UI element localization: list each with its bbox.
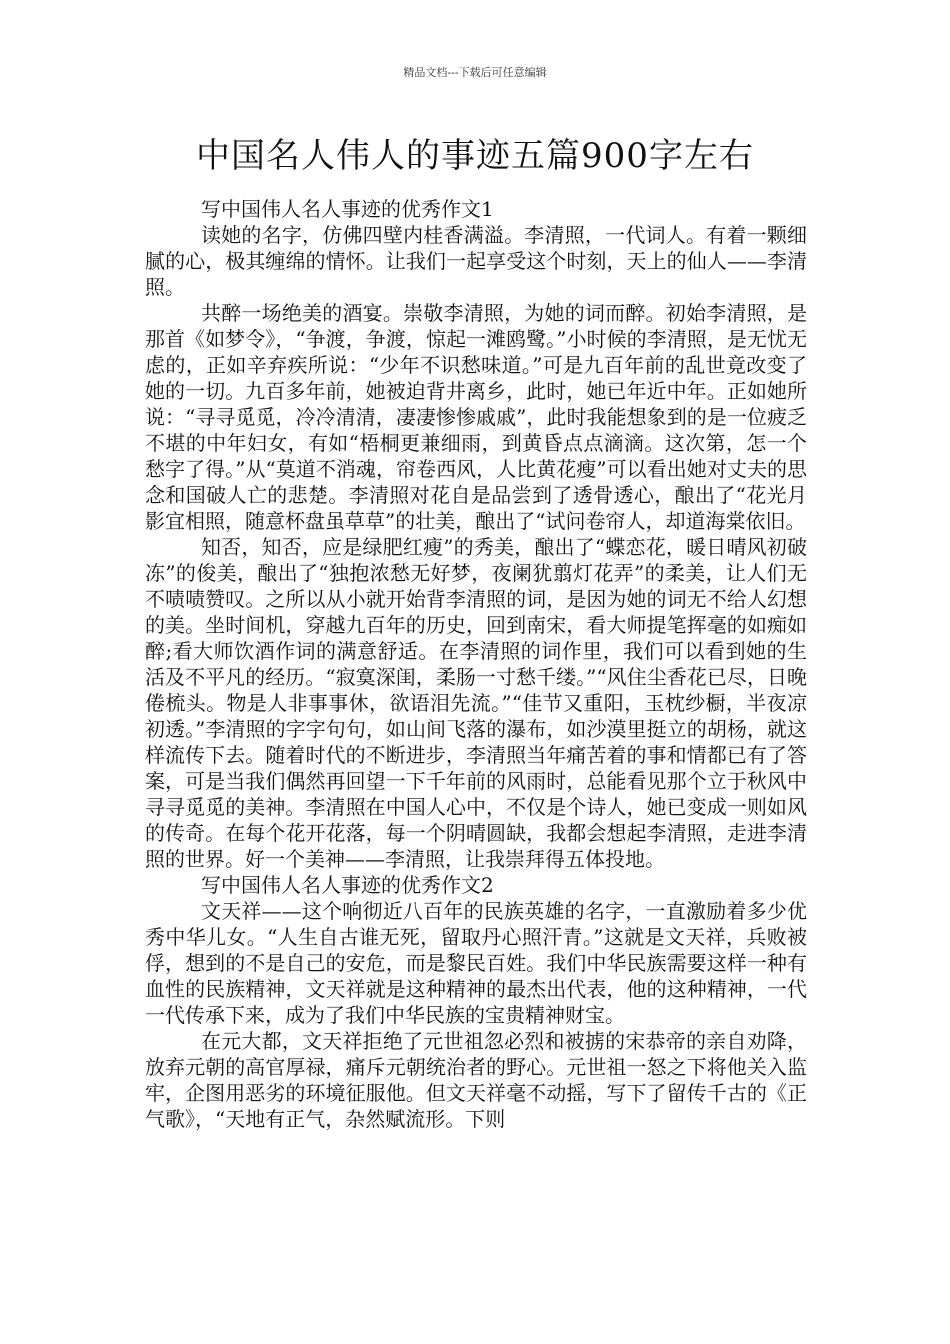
section-heading-2: 写中国伟人名人事迹的优秀作文2 xyxy=(201,873,494,897)
paragraph: 在元大都，文天祥拒绝了元世祖忽必烈和被掳的宋恭帝的亲自劝降，放弃元朝的高官厚禄，痛斥元朝统治者的野心。元世祖一怒之下将他关入监牢，企图用恶劣的环境征服他。但文天祥毫不动摇，写下了留传千古的《正气歌》，“天地有正气，杂然赋流形。下则 xyxy=(145,1029,807,1131)
paragraph: 知否，知否，应是绿肥红瘦”的秀美，酿出了“蝶恋花，暖日晴风初破冻”的俊美，酿出了“独抱浓愁无好梦，夜阑犹翦灯花弄”的柔美，让人们无不啧啧赞叹。之所以从小就开始背李清照的词，是因为她的词无不给人幻想的美。坐时间机，穿越九百年的历史，回到南宋，看大师提笔挥毫的如痴如醉;看大师饮酒作词的满意舒适。在李清照的词作里，我们可以看到她的生活及不平凡的经历。“寂寞深闺，柔肠一寸愁千缕。”“风住尘香花已尽，日晚倦梳头。物是人非事事休，欲语泪先流。”“佳节又重阳，玉枕纱橱，半夜凉初透。”李清照的字字句句，如山间飞落的瀑布，如沙漠里挺立的胡杨，就这样流传下去。随着时代的不断进步，李清照当年痛苦着的事和情都已有了答案，可是当我们偶然再回望一下千年前的风雨时，总能看见那个立于秋风中寻寻觅觅的美神。李清照在中国人心中，不仅是个诗人，她已变成一则如风的传奇。在每个花开花落，每一个阴晴圆缺，我都会想起李清照，走进李清照的世界。好一个美神——李清照，让我崇拜得五体投地。 xyxy=(145,535,807,871)
article-body xyxy=(145,196,807,1132)
page-title: 中国名人伟人的事迹五篇900字左右 xyxy=(196,136,754,176)
paragraph: 读她的名字，仿佛四壁内桂香满溢。李清照，一代词人。有着一颗细腻的心，极其缠绵的情怀。让我们一起享受这个时刻，天上的仙人——李清照。 xyxy=(145,223,807,299)
section-heading-1: 写中国伟人名人事迹的优秀作文1 xyxy=(201,197,494,221)
paragraph: 文天祥——这个响彻近八百年的民族英雄的名字，一直激励着多少优秀中华儿女。“人生自古谁无死，留取丹心照汗青。”这就是文天祥，兵败被俘，想到的不是自己的安危，而是黎民百姓。我们中华民族需要这样一种有血性的民族精神，文天祥就是这种精神的最杰出代表，他的这种精神，一代一代传承下来，成为了我们中华民族的宝贵精神财宝。 xyxy=(145,899,807,1027)
header-note: 精品文档---下载后可任意编辑 xyxy=(403,66,547,79)
paragraph: 共醉一场绝美的酒宴。崇敬李清照，为她的词而醉。初始李清照，是那首《如梦令》，“争渡，争渡，惊起一滩鸥鹭。”小时候的李清照，是无忧无虑的，正如辛弃疾所说：“少年不识愁味道。”可是九百年前的乱世竟改变了她的一切。九百多年前，她被迫背井离乡，此时，她已年近中年。正如她所说：“寻寻觅觅，冷冷清清，凄凄惨惨戚戚”，此时我能想象到的是一位疲乏不堪的中年妇女，有如“梧桐更兼细雨，到黄昏点点滴滴。这次第，怎一个愁字了得。”从“莫道不消魂，帘卷西风，人比黄花瘦”可以看出她对丈夫的思念和国破人亡的悲楚。李清照对花自是品尝到了透骨透心，酿出了“花光月影宜相照，随意杯盘虽草草”的壮美，酿出了“试问卷帘人，却道海棠依旧。 xyxy=(145,301,807,533)
